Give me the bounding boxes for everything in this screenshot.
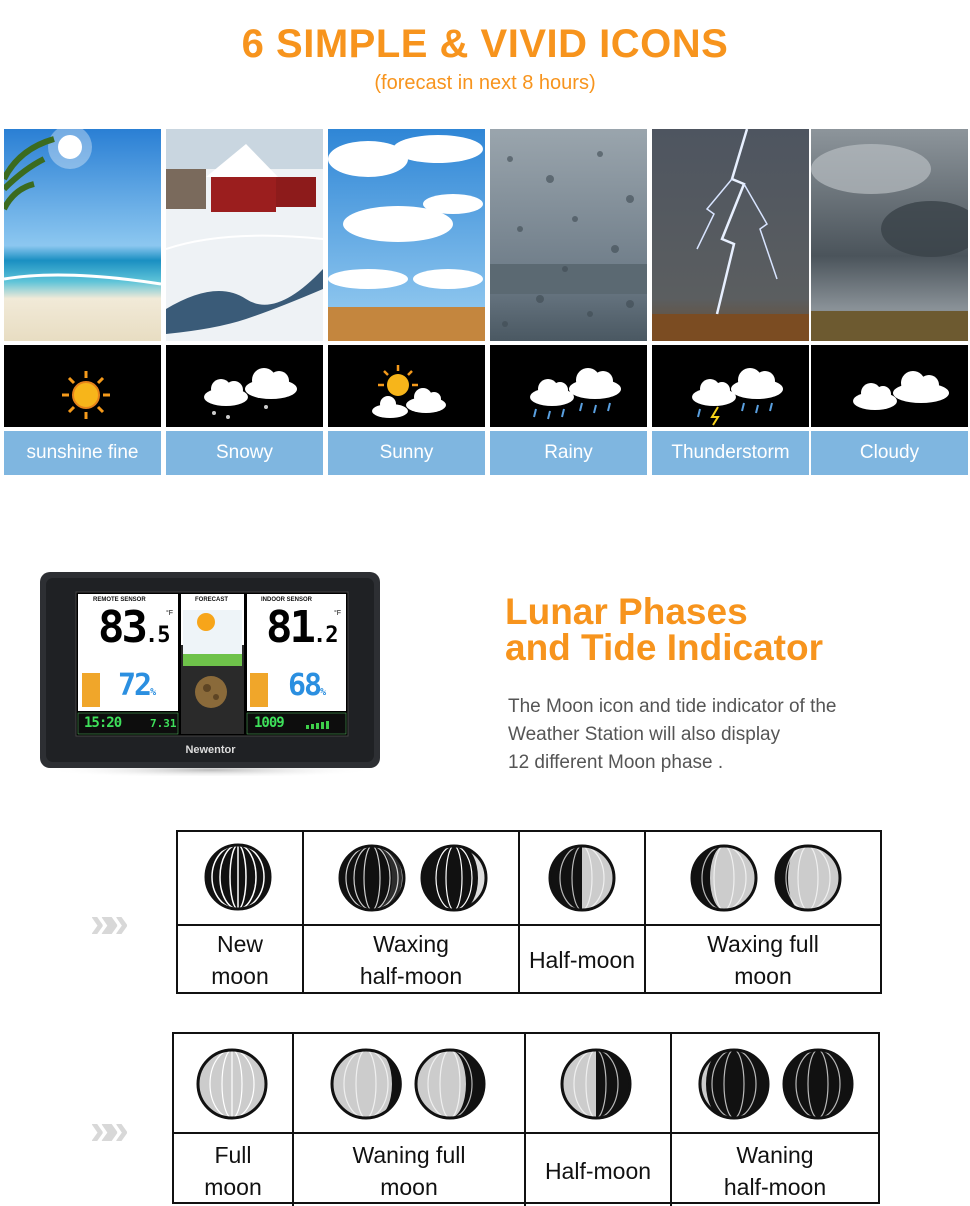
weather-col-sunny <box>328 129 485 475</box>
weather-label: Snowy <box>166 431 323 475</box>
lunar-desc-line1: The Moon icon and tide indicator of the <box>508 696 837 717</box>
weather-label: Thunderstorm <box>652 431 809 475</box>
chevron-right-icon <box>90 1105 119 1155</box>
moon-label-line2: moon <box>734 963 792 989</box>
half-moon-icon <box>520 832 644 926</box>
waning-full-moon-icon <box>294 1034 524 1134</box>
moon-phase-table-2 <box>172 1032 880 1204</box>
clock-date: 7.31 <box>150 717 177 730</box>
moon-label <box>174 1136 292 1206</box>
cloud-photo <box>811 129 968 341</box>
weather-col-cloudy <box>811 129 968 475</box>
snow-cloud-icon <box>166 345 323 427</box>
chevron-glyph: » <box>104 1105 119 1154</box>
weather-icons-row <box>4 129 968 475</box>
waxing-half-moon-icon <box>304 832 518 926</box>
sun-cloud-icon <box>328 345 485 427</box>
lunar-description <box>508 693 928 777</box>
indoor-temperature <box>266 602 338 658</box>
forecast-label: FORECAST <box>195 597 228 603</box>
lunar-desc-line2: Weather Station will also display <box>508 724 781 745</box>
moon-label <box>672 1136 878 1206</box>
sun-icon <box>4 345 161 427</box>
clock-time: 15:20 <box>84 715 122 731</box>
moon-label-line1: Full <box>214 1142 252 1168</box>
moon-cell-new <box>178 832 304 992</box>
moon-label <box>178 928 302 992</box>
moon-phase-table-1 <box>176 830 882 994</box>
page-subtitle: (forecast in next 8 hours) <box>374 72 596 94</box>
moon-cell-waning-half <box>672 1034 878 1206</box>
weather-col-rainy <box>490 129 647 475</box>
rain-cloud-icon <box>490 345 647 427</box>
moon-label <box>646 928 880 992</box>
moon-label-line1: New <box>216 931 263 957</box>
remote-humidity-value: 72 <box>118 668 151 703</box>
weather-label: Sunny <box>328 431 485 475</box>
weather-col-thunderstorm <box>652 129 809 475</box>
moon-label-line2: moon <box>380 1174 438 1200</box>
moon-label <box>520 928 644 992</box>
thunder-cloud-icon <box>652 345 809 427</box>
weather-col-sunshine <box>4 129 161 475</box>
remote-temp-decimal: .5 <box>144 623 170 648</box>
moon-cell-full <box>174 1034 294 1206</box>
weather-col-snowy <box>166 129 323 475</box>
moon-cell-half-2 <box>526 1034 672 1206</box>
chevron-right-icon <box>90 898 119 948</box>
rain-photo <box>490 129 647 341</box>
snow-photo <box>166 129 323 341</box>
moon-cell-half <box>520 832 646 992</box>
chevron-glyph: » <box>104 898 119 947</box>
remote-humidity-unit: % <box>150 687 155 698</box>
moon-label <box>294 1136 524 1206</box>
lunar-title-line2: and Tide Indicator <box>505 627 823 668</box>
waning-half-moon-icon <box>672 1034 878 1134</box>
remote-humidity <box>118 668 154 703</box>
weather-label: Cloudy <box>811 431 968 475</box>
indoor-humidity-value: 68 <box>288 668 321 703</box>
moon-label-line2: half-moon <box>723 1174 827 1200</box>
moon-cell-waxing-full <box>646 832 880 992</box>
weather-label: Rainy <box>490 431 647 475</box>
brand-logo: Newentor <box>185 744 236 756</box>
unit-f-indoor: °F <box>334 610 342 617</box>
moon-label <box>304 928 518 992</box>
lunar-title-line1: Lunar Phases <box>505 591 748 632</box>
weather-station-device <box>38 570 383 776</box>
sky-photo <box>328 129 485 341</box>
unit-f-remote: °F <box>166 610 174 617</box>
new-moon-icon <box>178 832 302 926</box>
moon-label-line1: Half-moon <box>528 947 636 973</box>
pressure-value: 1009 <box>254 715 284 731</box>
moon-label-line1: Waning full <box>352 1142 466 1168</box>
indoor-sensor-label: INDOOR SENSOR <box>261 597 313 603</box>
moon-label-line2: half-moon <box>359 963 463 989</box>
lunar-desc-line3: 12 different Moon phase . <box>508 752 724 773</box>
weather-label: sunshine fine <box>4 431 161 475</box>
remote-temperature <box>98 602 170 658</box>
cloud-icon <box>811 345 968 427</box>
moon-label-line1: Waning <box>736 1142 814 1168</box>
chevron-glyph: » <box>90 1105 105 1154</box>
indoor-humidity <box>288 668 324 703</box>
moon-cell-waxing-half <box>304 832 520 992</box>
half-moon-icon <box>526 1034 670 1134</box>
lightning-photo <box>652 129 809 341</box>
moon-label-line2: moon <box>211 963 269 989</box>
full-moon-icon <box>174 1034 292 1134</box>
moon-label-line1: Waxing <box>373 931 449 957</box>
indoor-temp-decimal: .2 <box>312 623 338 648</box>
waxing-full-moon-icon <box>646 832 880 926</box>
lunar-title <box>505 591 823 668</box>
page-title: 6 SIMPLE & VIVID ICONS <box>241 22 729 66</box>
indoor-temp-value: 81 <box>266 602 313 653</box>
moon-cell-waning-full <box>294 1034 526 1206</box>
moon-label <box>526 1136 670 1206</box>
moon-label-line2: moon <box>204 1174 262 1200</box>
remote-temp-value: 83 <box>98 602 145 653</box>
chevron-glyph: » <box>90 898 105 947</box>
beach-photo <box>4 129 161 341</box>
moon-label-line1: Half-moon <box>544 1158 652 1184</box>
moon-label-line1: Waxing full <box>707 931 819 957</box>
indoor-humidity-unit: % <box>320 687 325 698</box>
remote-sensor-label: REMOTE SENSOR <box>93 597 146 603</box>
